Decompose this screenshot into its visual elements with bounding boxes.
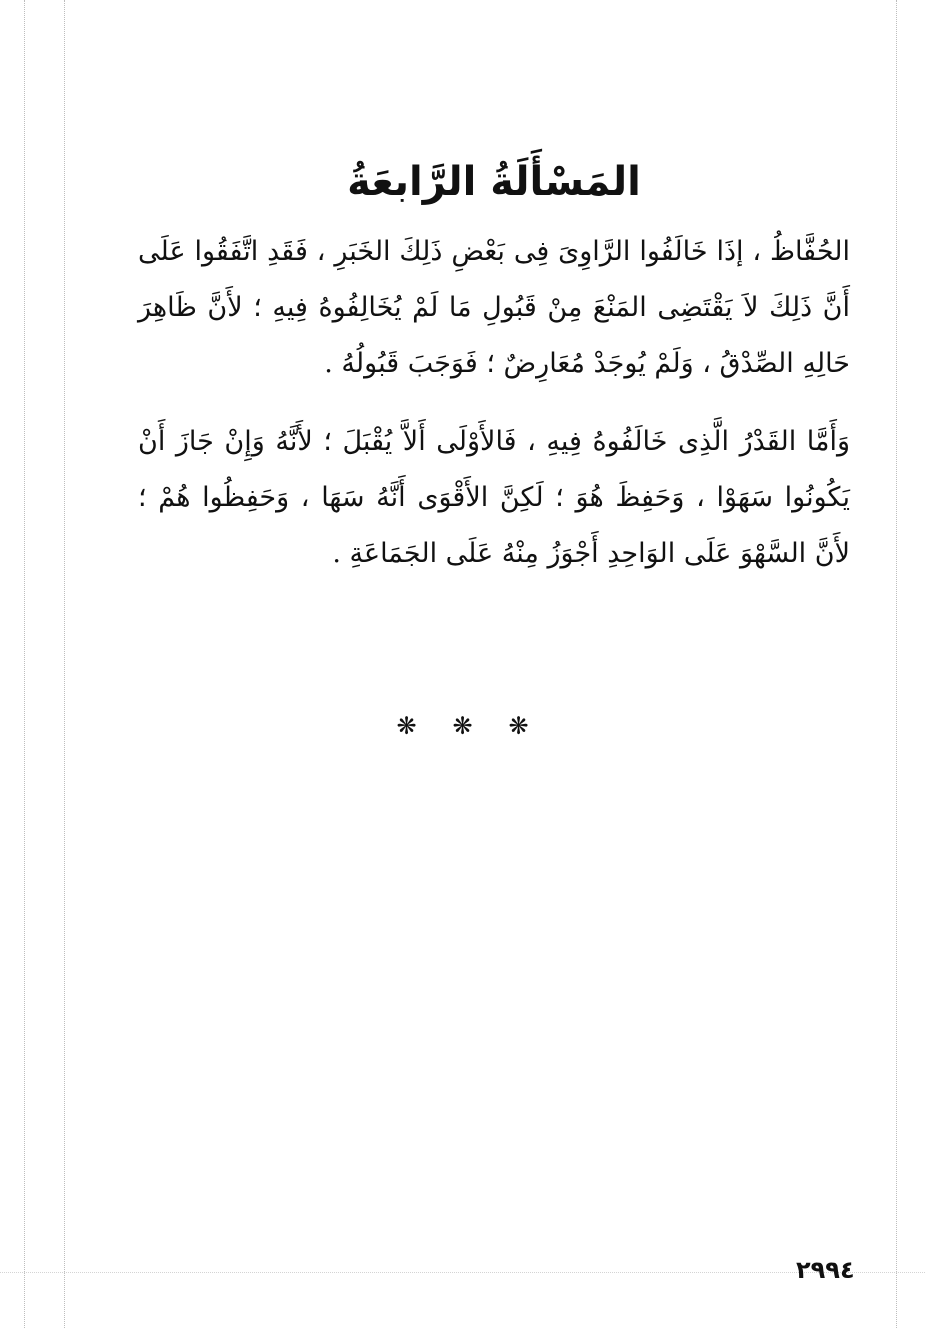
guide-line xyxy=(0,1272,925,1273)
guide-line xyxy=(896,0,897,1328)
flower-ornament-icon: ❋ xyxy=(508,712,529,740)
paragraph-1: الحُفَّاظُ ، إذَا خَالَفُوا الرَّاوِىَ فِى بَعْضِ ذَلِكَ الخَبَرِ ، فَقَدِ اتَّفَقُوا عَلَى أَنَّ ذَلِكَ لاَ يَقْتَضِى المَنْعَ مِنْ قَبُولِ مَا لَمْ يُخَالِفُوهُ فِيهِ ؛ لأَنَّ ظَاهِرَ حَالِهِ الصِّدْقُ ، وَلَمْ يُوجَدْ مُعَارِضٌ ؛ فَوَجَبَ قَبُولُهُ . xyxy=(138,236,850,379)
paragraph-2: وَأَمَّا القَدْرُ الَّذِى خَالَفُوهُ فِيهِ ، فَالأَوْلَى أَلاَّ يُقْبَلَ ؛ لأَنَّهُ وَإِنْ جَازَ أَنْ يَكُونُوا سَهَوْا ، وَحَفِظَ هُوَ ؛ لَكِنَّ الأَقْوَى أَنَّهُ سَهَا ، وَحَفِظُوا هُمْ ؛ لأَنَّ السَّهْوَ عَلَى الوَاحِدِ أَجْوَزُ مِنْهُ عَلَى الجَمَاعَةِ . xyxy=(138,426,850,569)
page-number: ٢٩٩٤ xyxy=(796,1256,855,1284)
page-title: المَسْأَلَةُ الرَّابعَةُ xyxy=(347,159,641,205)
page-content xyxy=(138,140,850,582)
flower-ornament-icon: ❋ xyxy=(396,712,417,740)
flower-ornament-icon: ❋ xyxy=(452,712,473,740)
section-divider xyxy=(0,706,925,746)
guide-line xyxy=(24,0,25,1328)
guide-line xyxy=(64,0,65,1328)
